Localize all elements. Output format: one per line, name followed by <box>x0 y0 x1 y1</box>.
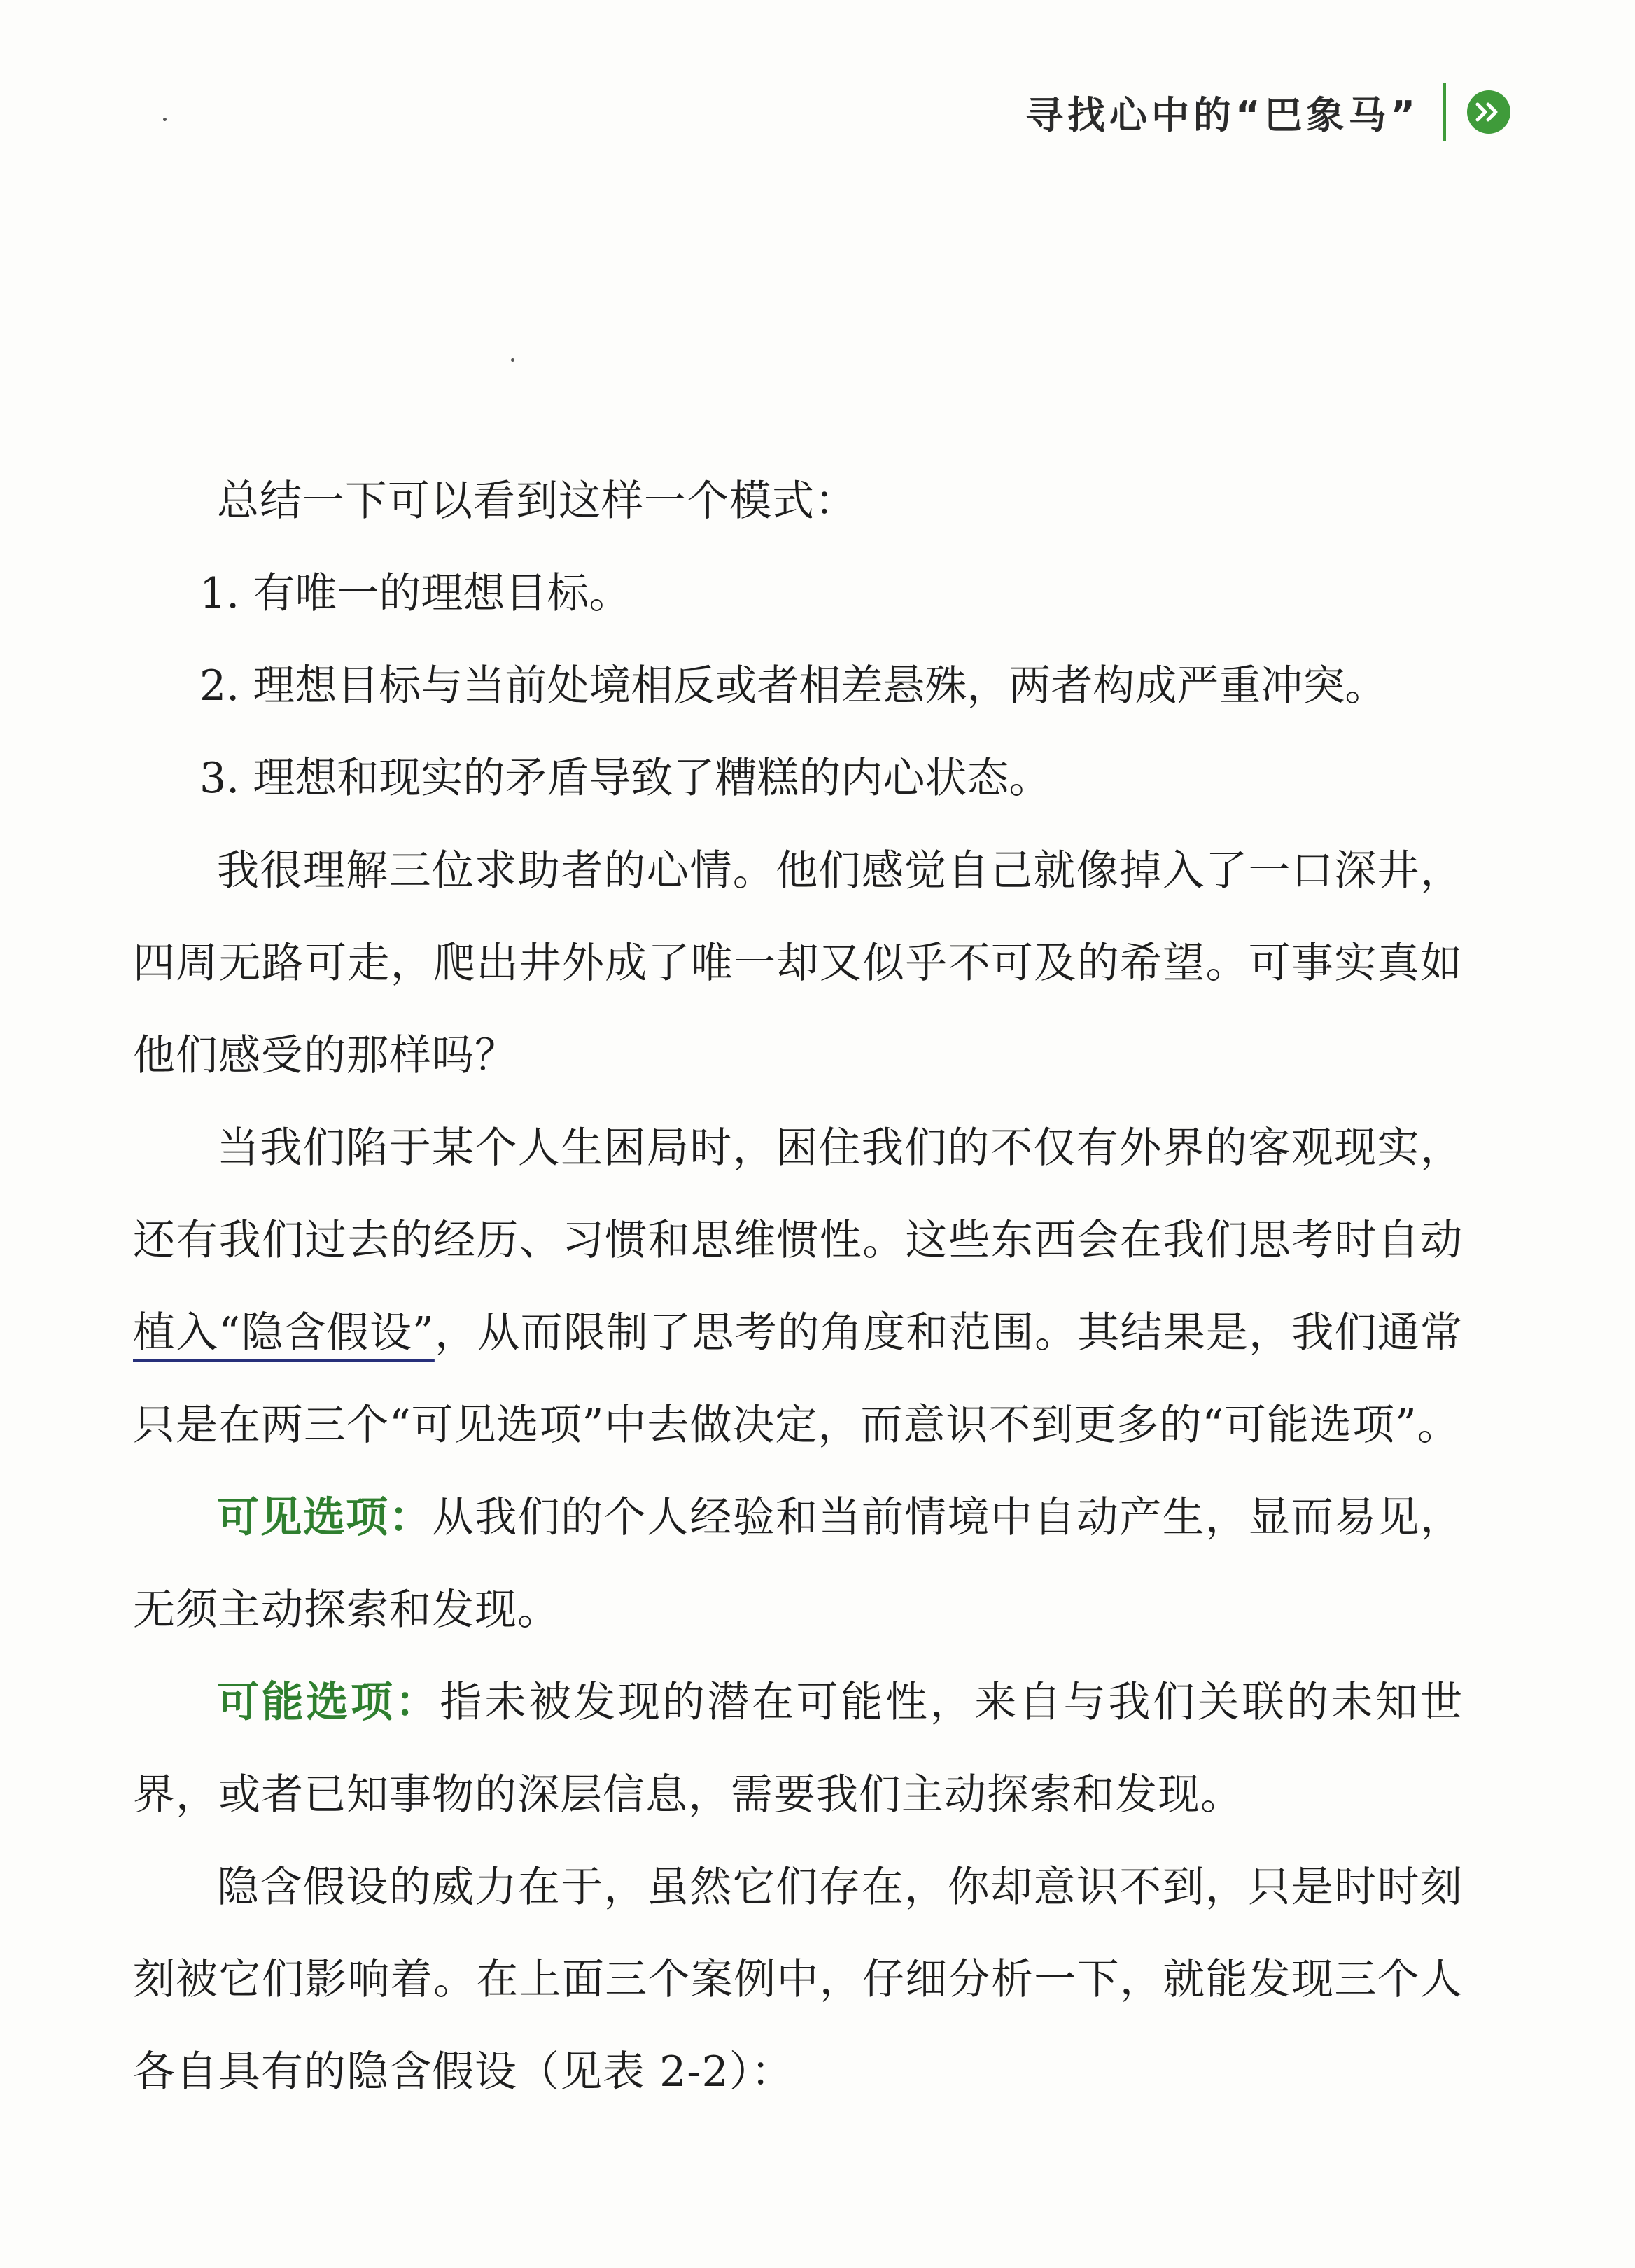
paragraph-text: 当我们陷于某个人生困局时，困住我们的不仅有外界的客观现实，还有我们过去的经历、习惯和思维惯性。这些东西会在我们思考时自动 <box>133 1124 1463 1265</box>
list-item-1: 1. 有唯一的理想目标。 <box>199 569 631 618</box>
definition-term: 可见选项： <box>217 1493 432 1542</box>
paragraph-deep-well: 我很理解三位求助者的心情。他们感觉自己就像掉入了一口深井，四周无路可走，爬出井外成了唯一却又似乎不可及的希望。可事实真如他们感受的那样吗？ <box>133 846 1463 1080</box>
paper-speck <box>163 118 167 121</box>
paragraph-text: ，从而限制了思考的角度和范围。其结果是，我们通常只是在两三个“可见选项”中去做决定，而意识不到更多的“可能选项”。 <box>133 1308 1463 1450</box>
running-header <box>1025 74 1510 150</box>
definition-text: 指未被发现的潜在可能性，来自与我们关联的未知世界，或者已知事物的深层信息，需要我们主动探索和发现。 <box>133 1678 1464 1819</box>
paper-speck <box>511 358 514 362</box>
double-chevron-right-icon <box>1467 90 1510 134</box>
page-body <box>133 455 1463 2118</box>
paragraph-hidden-assumptions <box>133 1102 1463 1471</box>
underlined-phrase: 植入“隐含假设” <box>133 1308 435 1357</box>
definition-visible-options <box>133 1471 1463 1656</box>
list-item-3: 3. 理想和现实的矛盾导致了糟糕的内心状态。 <box>199 754 1051 803</box>
intro-paragraph: 总结一下可以看到这样一个模式： <box>217 477 857 526</box>
definition-possible-options <box>133 1656 1463 1841</box>
list-item-2: 2. 理想目标与当前处境相反或者相差悬殊，两者构成严重冲突。 <box>199 662 1387 710</box>
paragraph-power-of-assumptions: 隐含假设的威力在于，虽然它们存在，你却意识不到，只是时时刻刻被它们影响着。在上面三个案例中，仔细分析一下，就能发现三个人各自具有的隐含假设（见表 2-2）： <box>133 1863 1463 2096</box>
running-header-title: 寻找心中的“巴象马” <box>1025 92 1419 137</box>
header-divider <box>1443 83 1446 141</box>
definition-term: 可能选项： <box>217 1678 440 1727</box>
definition-text: 从我们的个人经验和当前情境中自动产生，显而易见，无须主动探索和发现。 <box>133 1493 1464 1634</box>
